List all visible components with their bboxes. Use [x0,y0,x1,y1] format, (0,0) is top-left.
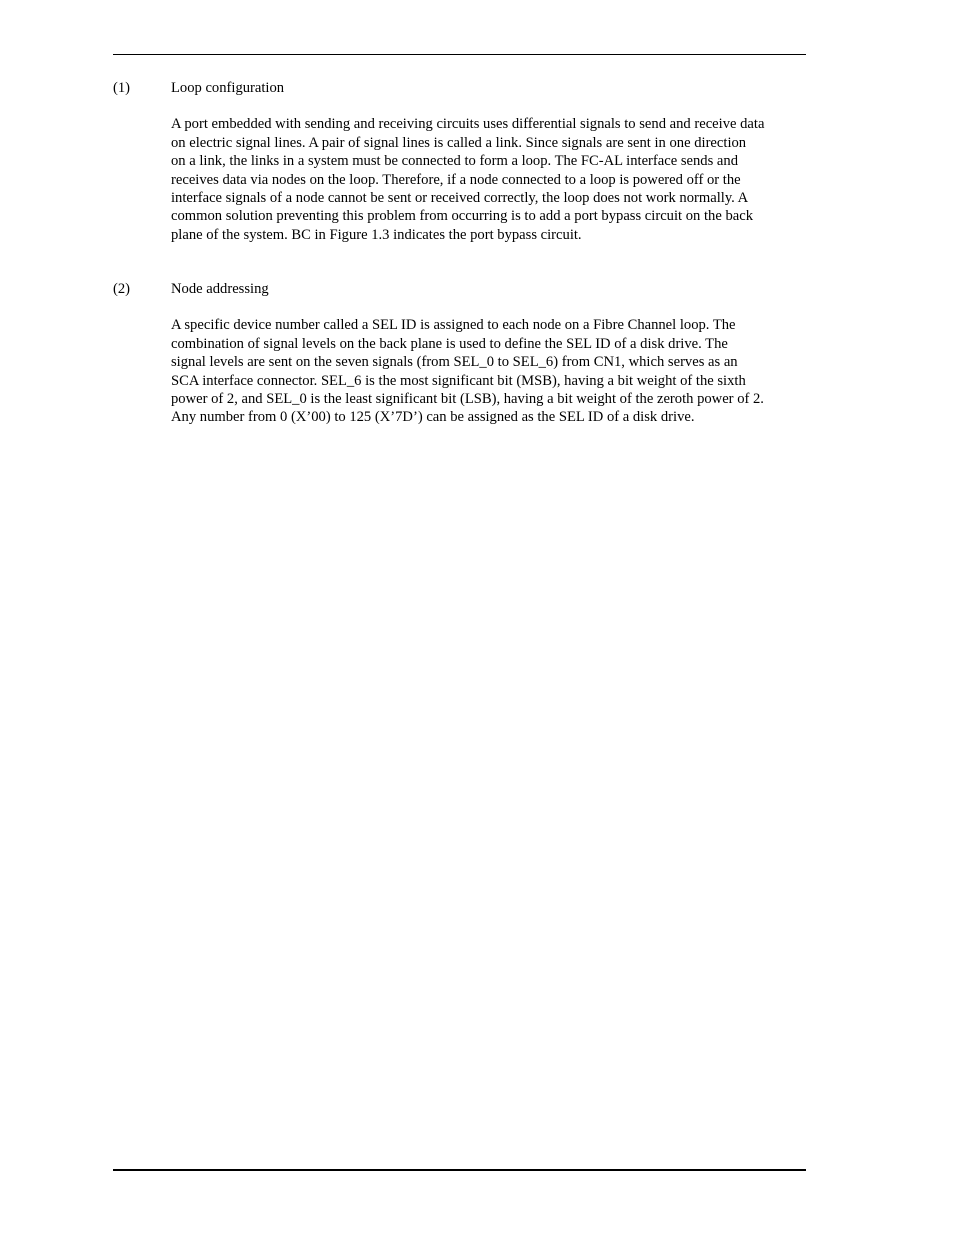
section-number: (2) [113,281,131,297]
paragraph-line: A specific device number called a SEL ID is assigned to each node on a Fibre Channel loop. The [171,317,736,334]
section-loop-configuration [113,79,806,244]
paragraph-line: plane of the system. BC in Figure 1.3 indicates the port bypass circuit. [171,226,582,243]
paragraph-line: signal levels are sent on the seven signals (from SEL_0 to SEL_6) from CN1, which serves as an [171,354,738,371]
paragraph-line: Any number from 0 (X’00) to 125 (X’7D’) can be assigned as the SEL ID of a disk drive. [171,409,695,426]
section-heading [113,280,806,298]
paragraph-line: receives data via nodes on the loop. Therefore, if a node connected to a loop is powered off or the [171,171,741,188]
section-number: (1) [113,80,131,96]
header-rule [113,54,806,55]
paragraph-line: SCA interface connector. SEL_6 is the most significant bit (MSB), having a bit weight of the sixth [171,372,746,389]
section-node-addressing [113,280,806,427]
paragraph-line: on electric signal lines. A pair of signal lines is called a link. Since signals are sent in one direction [171,134,747,151]
section-title: Node addressing [171,281,269,297]
section-title: Loop configuration [171,80,285,96]
section-heading [113,79,806,97]
paragraph-line: combination of signal levels on the back plane is used to define the SEL ID of a disk drive. The [171,335,728,352]
paragraph-line: on a link, the links in a system must be connected to form a loop. The FC-AL interface sends and [171,153,739,170]
paragraph-line: A port embedded with sending and receiving circuits uses differential signals to send and receive data [171,116,765,133]
section-paragraph [171,115,811,244]
paragraph-line: interface signals of a node cannot be sent or received correctly, the loop does not work normally. A [171,190,749,207]
footer-rule [113,1169,806,1171]
paragraph-line: common solution preventing this problem from occurring is to add a port bypass circuit on the back [171,208,754,225]
paragraph-line: power of 2, and SEL_0 is the least significant bit (LSB), having a bit weight of the zeroth power of 2. [171,391,764,408]
section-paragraph [171,316,811,426]
